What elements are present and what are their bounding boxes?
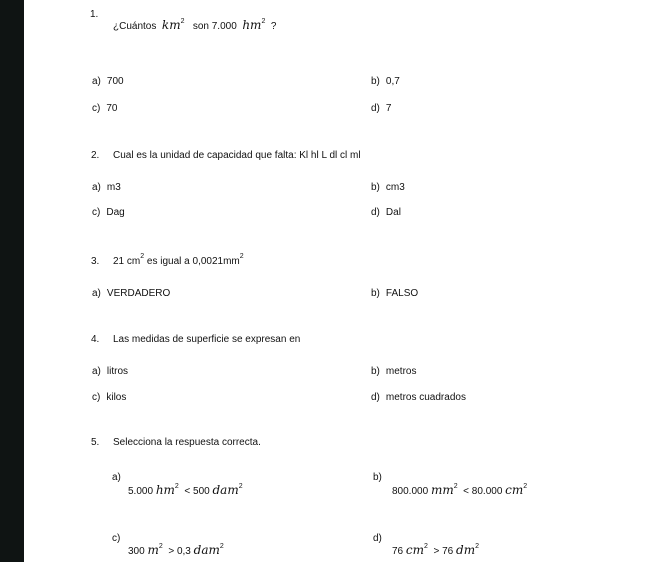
q2-option-b[interactable]: b) cm3 (371, 182, 405, 193)
q5-option-b-expr: 800.000 $mm^2 < 80.000$ $cm^2$ (392, 483, 528, 497)
left-dark-border (0, 0, 24, 562)
q3-option-a[interactable]: a) VERDADERO (92, 288, 171, 299)
q3-number: 3. (91, 256, 100, 267)
q4-text: Las medidas de superficie se expresan en (113, 334, 301, 345)
q5-text: Selecciona la respuesta correcta. (113, 437, 261, 448)
q4-option-d[interactable]: d) metros cuadrados (371, 392, 466, 403)
q4-option-b[interactable]: b) metros (371, 366, 417, 377)
q1-option-b[interactable]: b) 0,7 (371, 76, 400, 87)
q5-option-b-label: b) (373, 472, 382, 483)
q5-option-a-label: a) (112, 472, 121, 483)
q3-option-b[interactable]: b) FALSO (371, 288, 419, 299)
q1-option-a[interactable]: a) 700 (92, 76, 124, 87)
q1-option-d[interactable]: d) 7 (371, 103, 392, 114)
q5-option-c-label: c) (112, 533, 121, 544)
q1-text: ¿Cuántos $km^2$ son 7.000 $hm^2$ ? (113, 18, 277, 32)
q4-number: 4. (91, 334, 100, 345)
q3-text: 21 $cm^2$ es igual a $0,0021mm^2$ (113, 253, 244, 267)
q1-option-c[interactable]: c) 70 (92, 103, 118, 114)
q5-option-a-expr: 5.000 $hm^2 < 500$ dam$^2$ (128, 483, 243, 497)
q5-option-d-label: d) (373, 533, 382, 544)
q5-option-d-expr: 76 $cm^2 > 76$ $dm^2$ (392, 543, 479, 557)
q4-option-c[interactable]: c) kilos (92, 392, 127, 403)
q1-number: 1. (90, 9, 99, 20)
q2-option-d[interactable]: d) Dal (371, 207, 401, 218)
q5-number: 5. (91, 437, 100, 448)
q5-option-c-expr: 300 $m^2 > 0,3$ dam$^2$ (128, 543, 224, 557)
q2-text: Cual es la unidad de capacidad que falta: Kl hl L dl cl ml (113, 150, 361, 161)
q2-option-c[interactable]: c) Dag (92, 207, 125, 218)
q2-option-a[interactable]: a) m3 (92, 182, 121, 193)
q4-option-a[interactable]: a) litros (92, 366, 129, 377)
q2-number: 2. (91, 150, 100, 161)
